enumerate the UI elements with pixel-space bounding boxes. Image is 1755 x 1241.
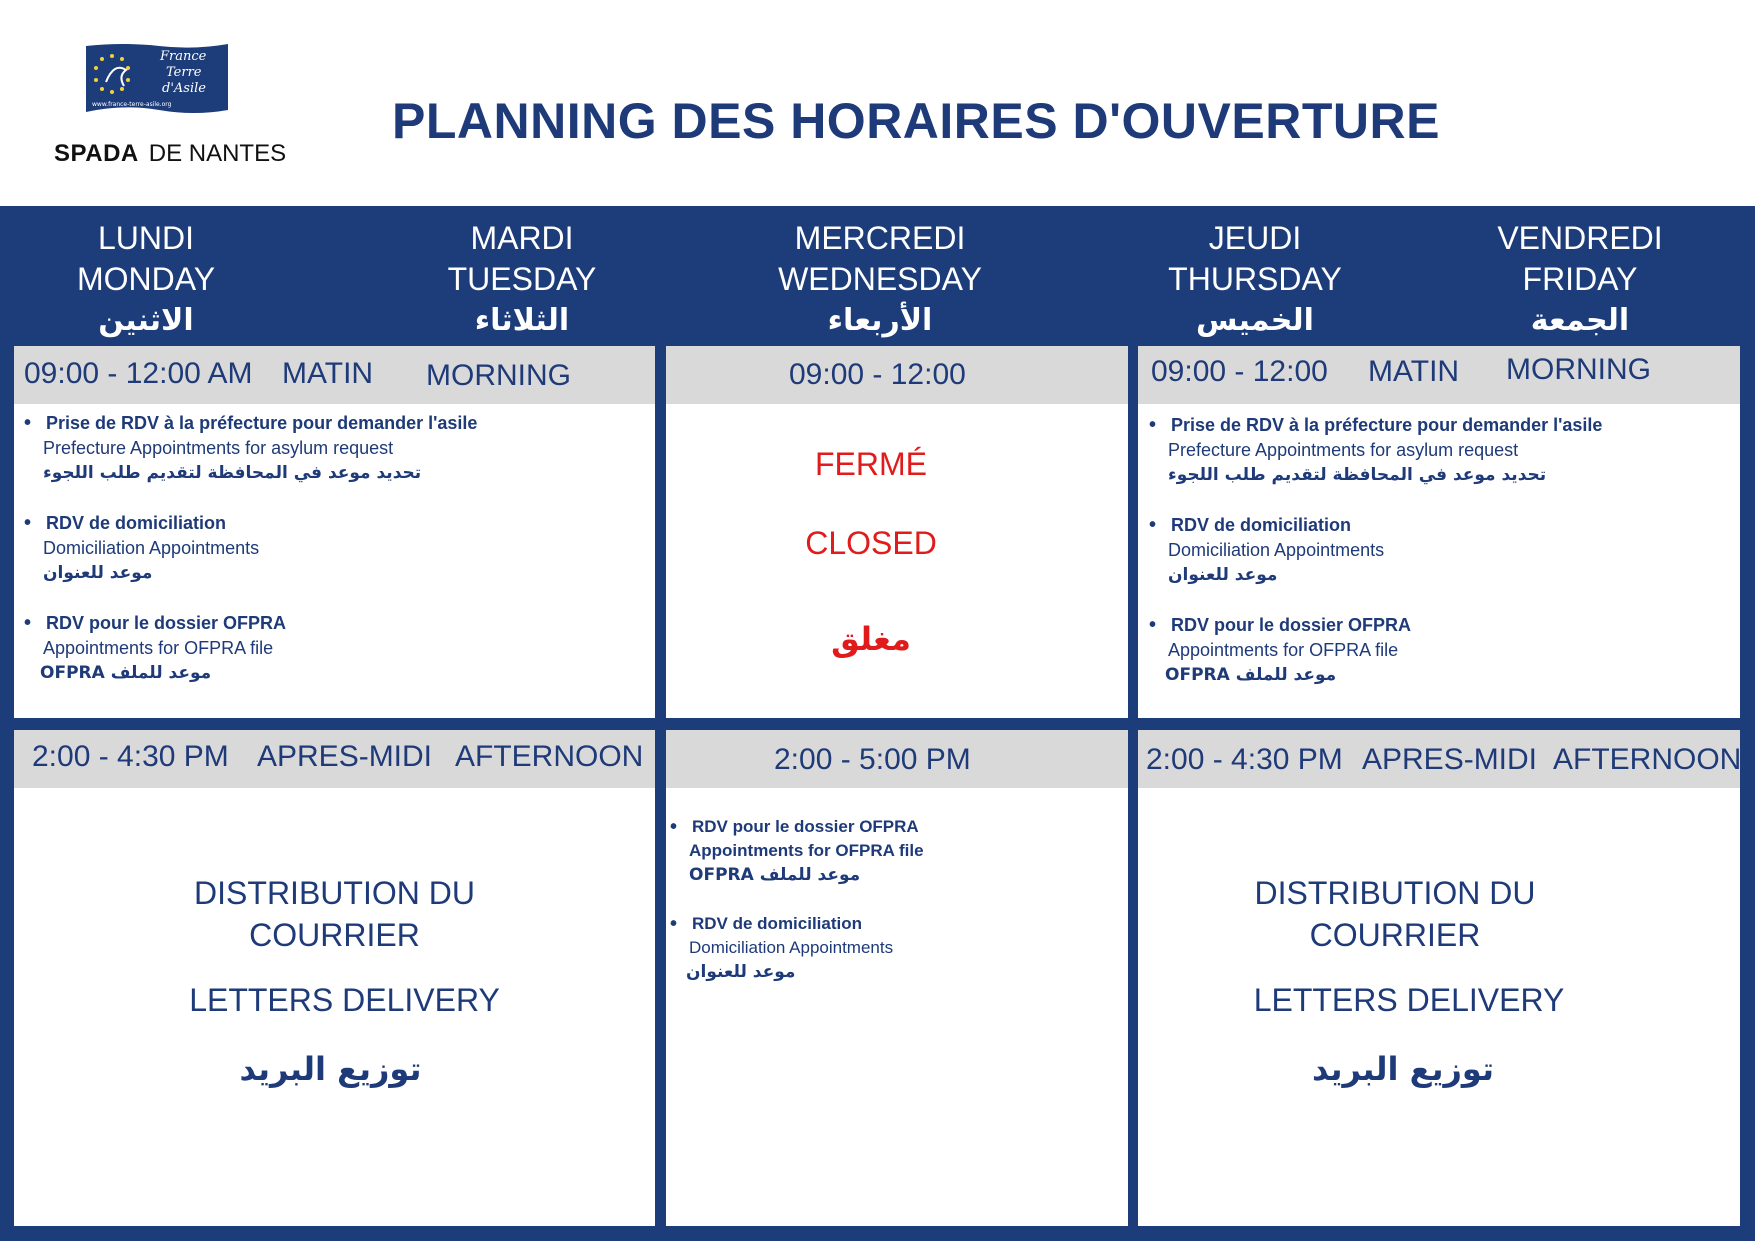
- org-name-rest: DE NANTES: [148, 140, 287, 167]
- day-wednesday-en: WEDNESDAY: [778, 261, 982, 297]
- list-item: • RDV pour le dossier OFPRA Appointments for OFPRA file OFPRA موعد للملف: [668, 815, 1108, 887]
- day-friday-fr: VENDREDI: [1497, 220, 1663, 256]
- svg-text:www.france-terre-asile.org: www.france-terre-asile.org: [92, 101, 172, 108]
- svg-text:d'Asile: d'Asile: [162, 81, 206, 96]
- closed-label-en: CLOSED: [805, 525, 937, 561]
- mail-distribution-en-right: LETTERS DELIVERY: [1253, 982, 1565, 1018]
- mail-distribution-ar-left: توزيع البريد: [239, 1050, 422, 1088]
- day-thursday: [1150, 218, 1360, 341]
- closed-label-fr: FERMÉ: [815, 446, 927, 482]
- mail-distribution-ar-right: توزيع البريد: [1312, 1050, 1494, 1088]
- day-wednesday-fr: MERCREDI: [794, 220, 966, 256]
- day-wednesday-ar: الأربعاء: [827, 303, 933, 338]
- list-item: • RDV de domiciliation Domiciliation Appointments موعد للعنوان: [1147, 513, 1737, 588]
- day-thursday-en: THURSDAY: [1168, 261, 1342, 297]
- day-tuesday: [422, 218, 622, 341]
- morning-label-fr-right: MATIN: [1368, 355, 1460, 388]
- day-monday-ar: الاثنين: [98, 303, 194, 338]
- morning-time-right: 09:00 - 12:00: [1151, 355, 1328, 388]
- svg-text:Terre: Terre: [166, 65, 202, 80]
- morning-time-middle: 09:00 - 12:00: [789, 358, 966, 391]
- afternoon-time-middle: 2:00 - 5:00 PM: [774, 743, 971, 776]
- list-item: • RDV de domiciliation Domiciliation Appointments موعد للعنوان: [668, 912, 1108, 984]
- list-item: • Prise de RDV à la préfecture pour demander l'asile Prefecture Appointments for asylum request تحديد موعد في المحافظة لتقديم طلب اللجوء: [22, 411, 642, 486]
- org-name-bold: SPADA: [54, 140, 139, 167]
- day-wednesday: [730, 218, 1030, 341]
- morning-label-en-left: MORNING: [426, 359, 571, 392]
- list-item: • RDV de domiciliation Domiciliation Appointments موعد للعنوان: [22, 511, 642, 586]
- morning-label-en-right: MORNING: [1506, 353, 1651, 386]
- mail-distribution-fr-left: DISTRIBUTION DU COURRIER: [194, 875, 475, 953]
- mail-distribution-fr-right: DISTRIBUTION DU COURRIER: [1254, 875, 1536, 953]
- afternoon-label-fr-right: APRES-MIDI: [1362, 743, 1538, 776]
- day-monday-fr: LUNDI: [97, 220, 194, 256]
- morning-time-left: 09:00 - 12:00 AM: [24, 357, 253, 390]
- closed-label-ar: مغلق: [831, 620, 911, 658]
- afternoon-time-left: 2:00 - 4:30 PM: [32, 740, 229, 773]
- mail-distribution-en-left: LETTERS DELIVERY: [189, 982, 500, 1018]
- afternoon-list-middle: [668, 815, 1108, 1009]
- svg-text:France: France: [160, 49, 207, 64]
- day-tuesday-en: TUESDAY: [447, 261, 597, 297]
- france-terre-asile-logo: [84, 42, 230, 120]
- list-item: • Prise de RDV à la préfecture pour demander l'asile Prefecture Appointments for asylum request تحديد موعد في المحافظة لتقديم طلب اللجوء: [1147, 413, 1737, 488]
- list-item: • RDV pour le dossier OFPRA Appointments for OFPRA file OFPRA موعد للملف: [1147, 613, 1737, 688]
- afternoon-time-right: 2:00 - 4:30 PM: [1146, 743, 1343, 776]
- org-name: [54, 140, 286, 168]
- day-thursday-ar: الخميس: [1196, 303, 1314, 338]
- afternoon-label-fr-left: APRES-MIDI: [257, 740, 433, 773]
- day-tuesday-fr: MARDI: [470, 220, 574, 256]
- morning-list-left: [22, 411, 642, 711]
- day-tuesday-ar: الثلاثاء: [474, 303, 570, 338]
- morning-list-right: [1147, 413, 1737, 713]
- day-friday-en: FRIDAY: [1522, 261, 1638, 297]
- day-thursday-fr: JEUDI: [1208, 220, 1302, 256]
- afternoon-label-en-right: AFTERNOON: [1553, 743, 1742, 776]
- day-friday-ar: الجمعة: [1530, 303, 1630, 338]
- page-title: PLANNING DES HORAIRES D'OUVERTURE: [392, 93, 1440, 149]
- afternoon-label-en-left: AFTERNOON: [455, 740, 644, 773]
- list-item: • RDV pour le dossier OFPRA Appointments for OFPRA file OFPRA موعد للملف: [22, 611, 642, 686]
- day-friday: [1480, 218, 1680, 341]
- day-monday: [48, 218, 244, 341]
- morning-label-fr-left: MATIN: [282, 357, 374, 390]
- day-monday-en: MONDAY: [76, 261, 216, 297]
